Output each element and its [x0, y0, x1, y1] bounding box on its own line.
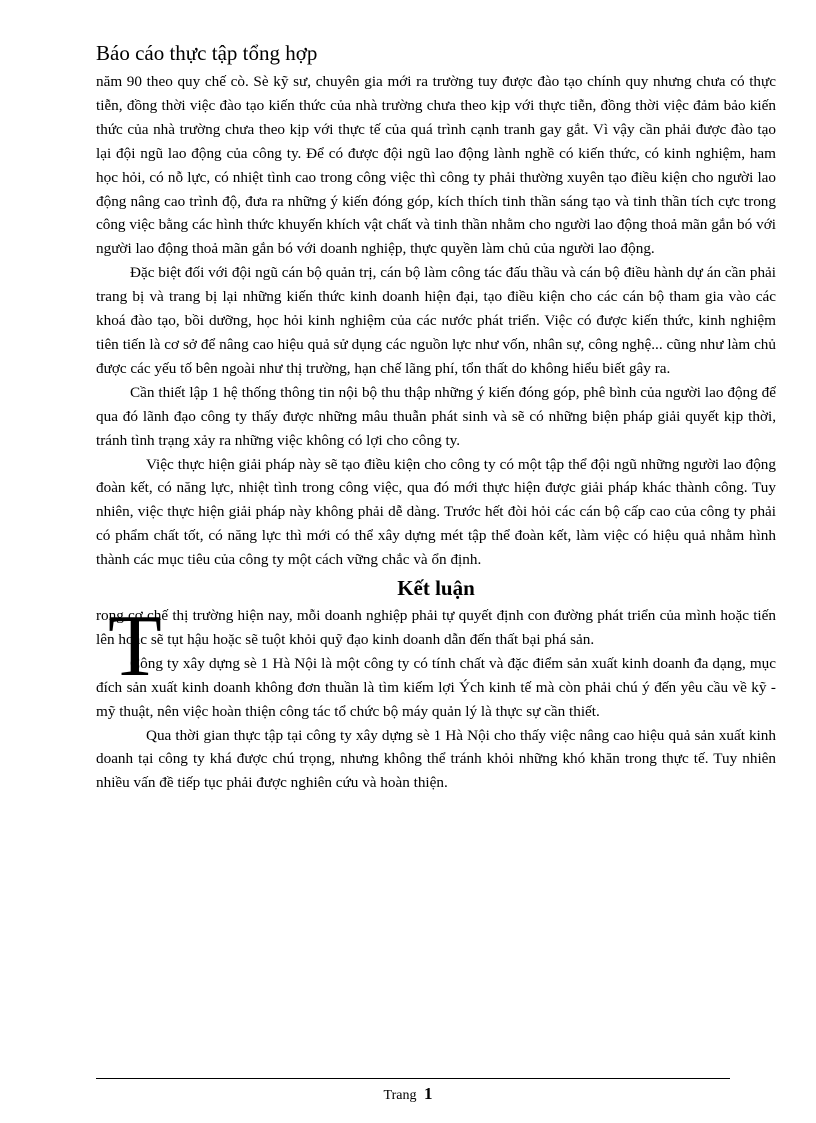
footer-page-number: 1: [423, 1084, 433, 1103]
drop-cap-letter: T: [108, 598, 162, 696]
running-header-title: Báo cáo thực tập tổng hợp: [96, 41, 318, 65]
body-paragraph-1: năm 90 theo quy chế cò. Sè kỹ sư, chuyên gia mới ra trường tuy được đào tạo chính quy nhưng chưa có thực tiễn, đồng thời việc đào tạo kiến thức của nhà trường chưa theo kịp với thực tiễn, đồng thời việc đảm bảo kiến thức của nhà trường chưa theo kịp với thực tế của quá trình cạnh tranh gay gắt. Vì vậy cần phải được đào tạo lại đội ngũ lao động của công ty. Để có được đội ngũ lao động lành nghề có kiến thức, có kinh nghiệm, ham học hỏi, có nỗ lực, có nhiệt tình cao trong công việc thì công ty phải thường xuyên tạo điều kiện cho người lao động nâng cao trình độ, đưa ra những ý kiến đóng góp, kích thích tinh thần sáng tạo và tinh thần tích cực trong công việc bằng các hình thức khuyến khích vật chất và tinh thần nhằm cho người lao động thoả mãn gắn bó với người lao động thoả mãn gắn bó với doanh nghiệp, thực quyền làm chủ của người lao động.: [96, 73, 776, 258]
body-paragraph-3: Cần thiết lập 1 hệ thống thông tin nội bộ thu thập những ý kiến đóng góp, phê bình của người lao động để qua đó lãnh đạo công ty thấy được những mâu thuẫn phát sinh và sẽ có những biện pháp giải quyết kịp thời, tránh tình trạng xảy ra những việc không có lợi cho công ty.: [96, 383, 776, 449]
page-footer: [0, 1084, 816, 1104]
document-page: [96, 40, 776, 795]
conclusion-paragraph-1: rong cơ chế thị trường hiện nay, mỗi doanh nghiệp phải tự quyết định con đường phát triển của mình hoặc tiến lên hoặc sẽ tụt hậu hoặc sẽ tuột khỏi quỹ đạo kinh doanh dẫn đến thất bại phá sản.: [96, 607, 776, 648]
footer-page-label: Trang: [383, 1088, 417, 1103]
body-paragraph-2: Đặc biệt đối với đội ngũ cán bộ quản trị, cán bộ làm công tác đấu thầu và cán bộ điều hành dự án cần phải trang bị và trang bị lại những kiến thức kinh doanh hiện đại, tạo điều kiện cho các cán bộ tham gia vào các khoá đào tạo, bồi dưỡng, học hỏi kinh nghiệm của các nước phát triển. Việc có được kiến thức, kinh nghiệm tiên tiến là cơ sở để nâng cao hiệu quả sử dụng các nguồn lực như vốn, nhân sự, công nghệ... cũng như làm chủ được các yếu tố bên ngoài như thị trường, hạn chế lãng phí, tổn thất do không hiểu biết gây ra.: [96, 264, 776, 377]
conclusion-paragraph-3: Qua thời gian thực tập tại công ty xây dựng sè 1 Hà Nội cho thấy việc nâng cao hiệu quả sản xuất kinh doanh tại công ty khá được chú trọng, nhưng không thể tránh khỏi những khó khăn trong thực tế. Tuy nhiên nhiều vấn đề tiếp tục phải được nghiên cứu và hoàn thiện.: [96, 726, 776, 792]
conclusion-heading: Kết luận: [397, 576, 475, 601]
footer-divider: [96, 1078, 730, 1079]
body-paragraph-4: Việc thực hiện giải pháp này sẽ tạo điều kiện cho công ty có một tập thể đội ngũ những người lao động đoàn kết, có năng lực, nhiệt tình trong công việc, qua đó mới thực hiện được giải pháp khác thành công. Tuy nhiên, việc thực hiện giải pháp này không phải dễ dàng. Trước hết đòi hỏi các cán bộ cấp cao của công ty phải có phẩm chất tốt, có năng lực thì mới có thể xây dựng mét tập thể đoàn kết, làm việc có hiệu quả nhằm hình thành các mục tiêu của công ty một cách vững chắc và ổn định.: [96, 455, 776, 569]
conclusion-paragraph-2: Công ty xây dựng sè 1 Hà Nội là một công ty có tính chất và đặc điểm sản xuất kinh doanh đa dạng, mục đích sản xuất kinh doanh không đơn thuần là tìm kiếm lợi Ých kinh tế mà còn phải chú ý đến yêu cầu về kỹ - mỹ thuật, nên việc hoàn thiện công tác tổ chức bộ máy quản lý là thực sự cần thiết.: [96, 654, 776, 720]
conclusion-section: [96, 598, 776, 795]
